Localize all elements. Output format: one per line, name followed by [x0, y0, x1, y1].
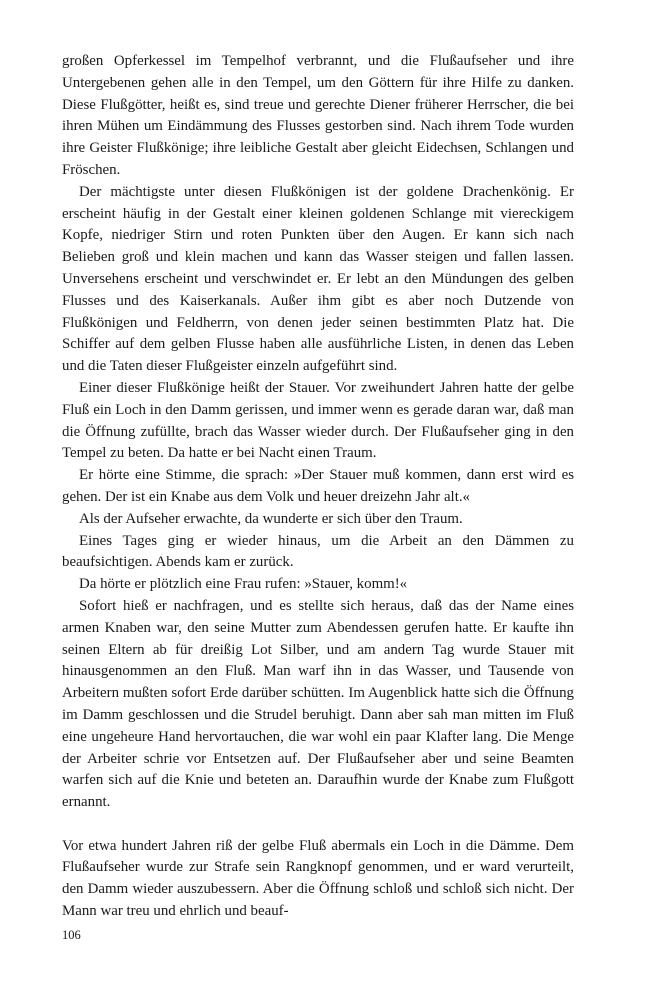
page-number: 106	[62, 928, 81, 942]
paragraph-4: Er hörte eine Stimme, die sprach: »Der Stauer muß kommen, dann erst wird es gehen. Der ist ein Knabe aus dem Volk und heuer dreizehn Jahr alt.«	[62, 467, 574, 505]
paragraph-6: Eines Tages ging er wieder hinaus, um die Arbeit an den Dämmen zu beaufsichtigen. Abends kam er zurück.	[62, 532, 574, 571]
paragraph-1: großen Opferkessel im Tempelhof verbrannt, und die Flußaufseher und ihre Untergebenen gehen alle in den Tempel, um den Göttern für ihre Hilfe zu danken. Diese Flußgötter, heißt es, sind treue und gerechte Diener früherer Herrscher, die bei ihren Mühen um Eindämmung des Flusses gestorben sind. Nach ihrem Tode wurden ihre Geister Flußkönige; ihre leibliche Gestalt aber gleicht Eidechsen, Schlangen und Fröschen.	[62, 53, 574, 178]
paragraph-5: Als der Aufseher erwachte, da wunderte er sich über den Traum.	[79, 510, 463, 527]
paragraph-7: Da hörte er plötzlich eine Frau rufen: »Stauer, komm!«	[79, 576, 408, 593]
text-body	[62, 51, 574, 923]
paragraph-8: Sofort hieß er nachfragen, und es stellte sich heraus, daß das der Name eines armen Knaben war, den seine Mutter zum Abendessen gerufen hatte. Er kaufte ihn seinen Eltern ab für dreißig Lot Silber, und am andern Tag wurde Stauer mit hinausgenommen an den Fluß. Man warf ihn in das Wasser, und Tausende von Arbeitern mußten sofort Erde darüber schütten. Im Augenblick hatte sich die Öffnung im Damm geschlossen und die Strudel beruhigt. Dann aber sah man mitten im Fluß eine ungeheure Hand hervortauchen, die war wohl ein paar Klafter lang. Die Menge der Arbeiter schrie vor Entsetzen auf. Der Flußaufseher aber und seine Beamten warfen sich auf die Knie und beteten an. Daraufhin wurde der Knabe zum Flußgott ernannt.	[62, 597, 574, 811]
paragraph-3: Einer dieser Flußkönige heißt der Stauer. Vor zweihundert Jahren hatte der gelbe Fluß ein Loch in den Damm gerissen, und immer wenn es gerade daran war, daß man die Öffnung zufüllte, brach das Wasser wieder durch. Der Flußaufseher ging in den Tempel zu beten. Da hatte er bei Nacht einen Traum.	[62, 379, 574, 462]
paragraph-2: Der mächtigste unter diesen Flußkönigen ist der goldene Drachenkönig. Er erscheint häufig in der Gestalt einer kleinen goldenen Schlange mit viereckigem Kopfe, niedriger Stirn und roten Punkten über den Augen. Er kann sich nach Belieben groß und klein machen und kann das Wasser steigen und fallen lassen. Unversehens erscheint und verschwindet er. Er lebt an den Mündungen des gelben Flusses und des Kaiserkanals. Außer ihm gibt es aber noch Dutzende von Flußkönigen und Feldherrn, von denen jeder seinen bestimmten Platz hat. Die Schiffer auf dem gelben Flusse haben alle ausführliche Listen, in denen das Leben und die Taten dieser Flußgeister einzeln aufgeführt sind.	[62, 183, 574, 375]
paragraph-9: Vor etwa hundert Jahren riß der gelbe Fluß abermals ein Loch in die Dämme. Dem Flußaufseher wurde zur Strafe sein Rangknopf genommen, und er ward verurteilt, den Damm wieder auszubessern. Aber die Öffnung schloß und schloß sich nicht. Der Mann war treu und ehrlich und beauf-	[62, 837, 574, 920]
